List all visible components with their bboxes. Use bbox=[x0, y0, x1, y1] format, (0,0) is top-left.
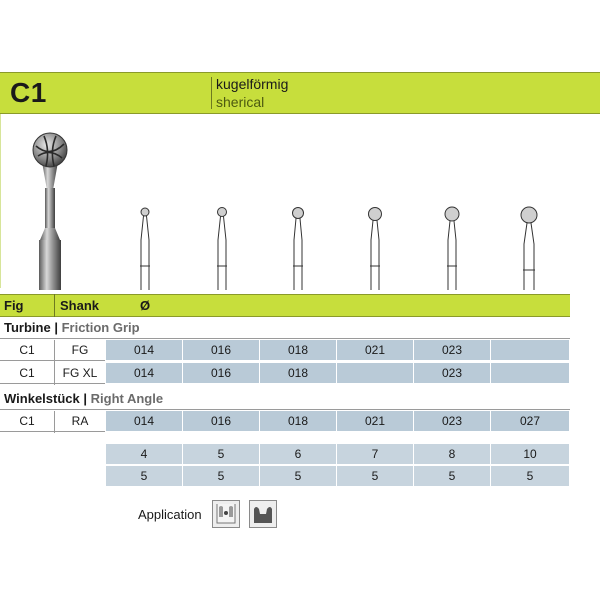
value-cell: 10 bbox=[491, 444, 570, 465]
bur-photo bbox=[20, 128, 80, 290]
size-cell: 014 bbox=[106, 340, 183, 361]
value-cell: 6 bbox=[260, 444, 337, 465]
shank-cell: RA bbox=[55, 411, 105, 432]
bur-drawing-014 bbox=[128, 204, 162, 290]
left-border-line bbox=[0, 114, 1, 288]
size-cell: 023 bbox=[414, 411, 491, 432]
section-heading-right-angle bbox=[0, 388, 570, 410]
size-cell: 016 bbox=[183, 363, 260, 384]
column-header-fig: Fig bbox=[4, 298, 24, 313]
value-cell: 4 bbox=[106, 444, 183, 465]
fig-cell: C1 bbox=[0, 363, 54, 384]
size-cell: 014 bbox=[106, 363, 183, 384]
header-separator bbox=[54, 294, 55, 317]
bur-drawing-023 bbox=[435, 204, 469, 290]
section-subtitle: Right Angle bbox=[90, 391, 164, 406]
section-title: Winkelstück bbox=[4, 391, 80, 406]
size-cell: 021 bbox=[337, 411, 414, 432]
size-cell: 018 bbox=[260, 363, 337, 384]
section-separator: | bbox=[50, 320, 62, 335]
size-cell: 021 bbox=[337, 340, 414, 361]
crown-prep-icon bbox=[249, 500, 277, 528]
size-cell: 023 bbox=[414, 363, 491, 384]
table-row bbox=[0, 340, 570, 362]
value-cell: 5 bbox=[414, 466, 491, 487]
table-row bbox=[0, 411, 570, 433]
size-cell: 023 bbox=[414, 340, 491, 361]
bur-drawing-027 bbox=[512, 204, 546, 290]
column-separator bbox=[54, 340, 55, 385]
bur-drawing-016 bbox=[205, 204, 239, 290]
application-label: Application bbox=[138, 507, 202, 522]
value-cell: 5 bbox=[337, 466, 414, 487]
shank-cell: FG XL bbox=[55, 363, 105, 384]
size-cell bbox=[337, 363, 414, 384]
section-separator: | bbox=[79, 391, 91, 406]
tooth-cavity-icon bbox=[212, 500, 240, 528]
column-header-diameter: Ø bbox=[140, 298, 151, 313]
size-cell: 027 bbox=[491, 411, 570, 432]
size-cell: 018 bbox=[260, 411, 337, 432]
bur-drawing-018 bbox=[281, 204, 315, 290]
value-cell: 7 bbox=[337, 444, 414, 465]
size-cell: 014 bbox=[106, 411, 183, 432]
value-cell: 5 bbox=[106, 466, 183, 487]
column-separator bbox=[54, 411, 55, 433]
size-cell bbox=[491, 340, 570, 361]
header-divider bbox=[211, 77, 212, 109]
shape-name-english: sherical bbox=[216, 94, 265, 110]
bur-drawing-021 bbox=[358, 204, 392, 290]
fig-cell: C1 bbox=[0, 411, 54, 432]
section-title: Turbine bbox=[4, 320, 51, 335]
size-cell: 016 bbox=[183, 340, 260, 361]
value-cell: 5 bbox=[183, 444, 260, 465]
section-heading-turbine bbox=[0, 317, 570, 339]
value-cell: 5 bbox=[183, 466, 260, 487]
product-header bbox=[0, 72, 600, 114]
product-code: C1 bbox=[10, 77, 47, 108]
size-cell: 016 bbox=[183, 411, 260, 432]
shape-name-german: kugelförmig bbox=[216, 76, 289, 92]
table-header-row bbox=[0, 294, 570, 317]
value-cell: 5 bbox=[491, 466, 570, 487]
fig-cell: C1 bbox=[0, 340, 54, 361]
size-cell: 018 bbox=[260, 340, 337, 361]
shank-cell: FG bbox=[55, 340, 105, 361]
table-row bbox=[0, 444, 570, 466]
value-cell: 8 bbox=[414, 444, 491, 465]
table-row bbox=[0, 466, 570, 488]
section-subtitle: Friction Grip bbox=[61, 320, 140, 335]
table-row bbox=[0, 363, 570, 385]
size-cell bbox=[491, 363, 570, 384]
column-header-shank: Shank bbox=[60, 298, 100, 313]
value-cell: 5 bbox=[260, 466, 337, 487]
